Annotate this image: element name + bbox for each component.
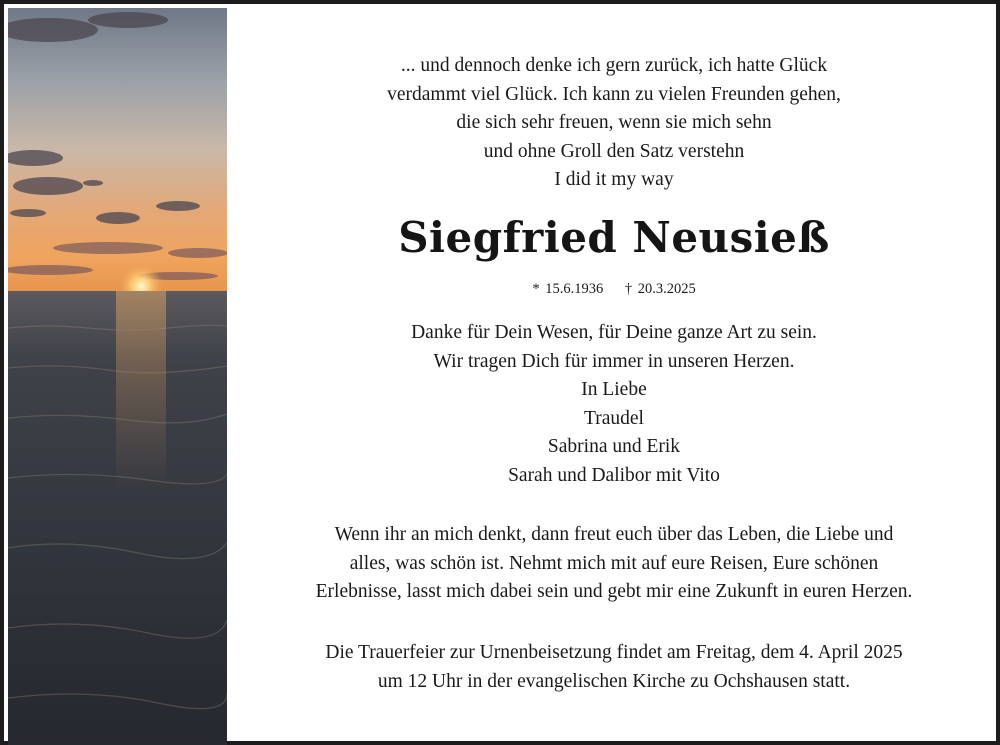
signature-intro: In Liebe [581,379,647,400]
mourner-name: Traudel [584,407,644,429]
poem-line: ... und dennoch denke ich gern zurück, ich hatte Glück [400,55,828,76]
notice-text-area [228,8,1000,745]
remembrance-line: Wenn ihr an mich denkt, dann freut euch über das Leben, die Liebe und [334,524,894,545]
mourner-name: Sarah und Dalibor mit Vito [508,464,720,486]
sunset-sea-image [8,8,227,745]
remembrance-text [228,521,1000,607]
life-dates [228,279,1000,299]
birth-date: * 15.6.1936 [532,281,604,297]
remembrance-line: Erlebnisse, lasst mich dabei sein und gebt mir eine Zukunft in euren Herzen. [315,581,913,603]
mourner-name: Sabrina und Erik [547,436,681,457]
deceased-name: Siegfried Neusieß [398,213,830,262]
thanks-and-family [228,319,1000,490]
poem-line: I did it my way [554,169,674,190]
service-line: um 12 Uhr in der evangelischen Kirche zu Ochshausen statt. [377,670,851,692]
poem-line: die sich sehr freuen, wenn sie mich sehn [456,112,772,133]
poem-line: verdammt viel Glück. Ich kann zu vielen Freunden gehen, [387,83,841,105]
death-date: † 20.3.2025 [624,281,696,297]
thanks-line: Wir tragen Dich für immer in unseren Herzen. [433,350,795,372]
funeral-service-info [228,639,1000,696]
poem [228,52,1000,195]
remembrance-line: alles, was schön ist. Nehmt mich mit auf eure Reisen, Eure schönen [349,552,879,574]
thanks-line: Danke für Dein Wesen, für Deine ganze Art zu sein. [411,322,817,343]
sunset-sea-photo [8,8,227,745]
service-line: Die Trauerfeier zur Urnenbeisetzung findet am Freitag, dem 4. April 2025 [325,642,903,663]
poem-line: und ohne Groll den Satz verstehn [483,140,745,162]
